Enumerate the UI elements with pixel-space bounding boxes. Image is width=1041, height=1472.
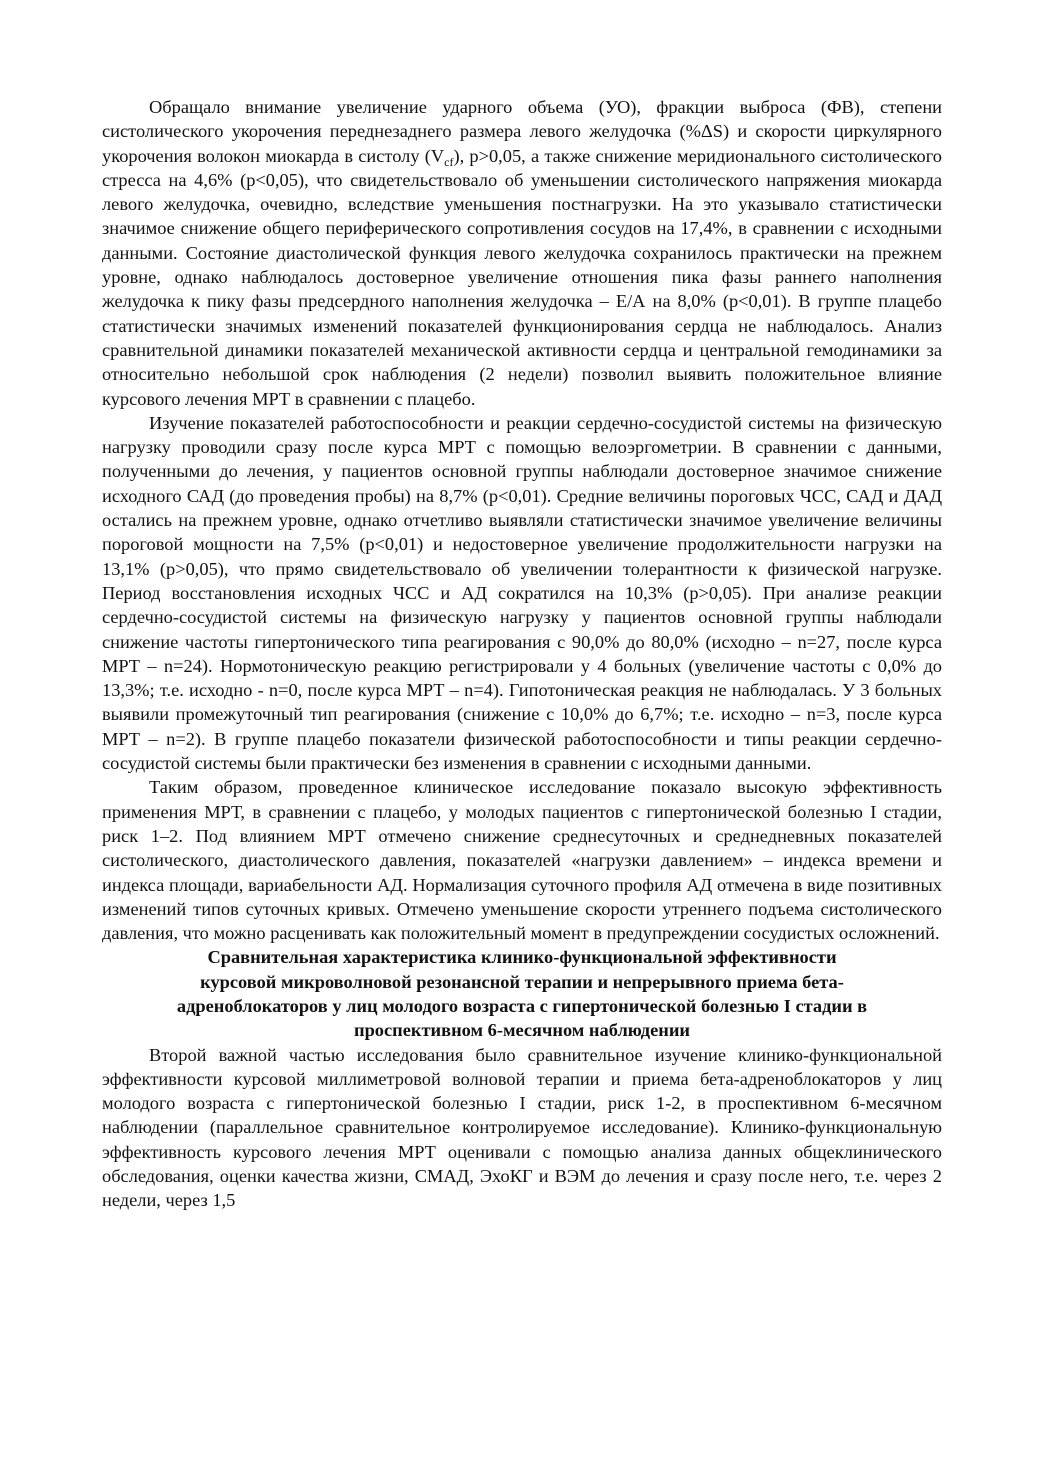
document-page: [102, 95, 942, 1213]
section-heading: Сравнительная характеристика клинико-функциональной эффективности курсовой микроволновой резонансной терапии и непрерывного приема бета-адреноблокаторов у лиц молодого возраста с гипертонической болезнью I стадии в проспективном 6-месячном наблюдении: [176, 947, 868, 1041]
paragraph-study-design: Второй важной частью исследования было сравнительное изучение клинико-функциональной эффективности курсовой миллиметровой волновой терапии и приема бета-адреноблокаторов у лиц молодого возраста с гипертонической болезнью I стадии, риск 1-2, в проспективном 6-месячном наблюдении (параллельное сравнительное контролируемое исследование). Клинико-функциональную эффективность курсового лечения МРТ оценивали с помощью анализа данных общеклинического обследования, оценки качества жизни, СМАД, ЭхоКГ и ВЭМ до лечения и сразу после него, т.е. через 2 недели, через 1,5: [102, 1044, 942, 1211]
paragraph-text-start: Обращало внимание увеличение ударного объема (УО), фракции выброса (ФВ), степени систолического укорочения переднезаднего размера левого желудочка (%ΔS) и скорости циркулярного укорочения волокон миокарда в систолу (: [102, 97, 942, 166]
paragraph-text-end: ), p>0,05, а также снижение меридионального систолического стресса на 4,6% (р<0,05), что свидетельствовало об уменьшении систолического напряжения миокарда левого желудочка, очевидно, вследствие уменьшения постнагрузки. На это указывало статистически значимое снижение общего периферического сопротивления сосудов на 17,4%, в сравнении с исходными данными. Состояние диастолической функция левого желудочка сохранилось практически на прежнем уровне, однако наблюдалось достоверное увеличение отношения пика фазы раннего наполнения желудочка к пику фазы предсердного наполнения желудочка – Е/А на 8,0% (р<0,01). В группе плацебо статистически значимых изменений показателей функционирования сердца не наблюдалось. Анализ сравнительной динамики показателей механической активности сердца и центральной гемодинамики за относительно небольшой срок наблюдения (2 недели) позволил выявить положительное влияние курсового лечения МРТ в сравнении с плацебо.: [102, 145, 942, 409]
vcf-symbol-main: V: [430, 145, 445, 166]
vcf-symbol: [430, 145, 454, 169]
paragraph-exercise-test: Изучение показателей работоспособности и реакции сердечно-сосудистой системы на физическую нагрузку проводили сразу после курса МРТ с помощью велоэргометрии. В сравнении с данными, полученными до лечения, у пациентов основной группы наблюдали достоверное значимое снижение исходного САД (до проведения пробы) на 8,7% (р<0,01). Средние величины пороговых ЧСС, САД и ДАД остались на прежнем уровне, однако отчетливо выявляли статистически значимое увеличение величины пороговой мощности на 7,5% (р<0,01) и недостоверное увеличение продолжительности нагрузки на 13,1% (р>0,05), что прямо свидетельствовало об увеличении толерантности к физической нагрузке. Период восстановления исходных ЧСС и АД сократился на 10,3% (р>0,05). При анализе реакции сердечно-сосудистой системы на физическую нагрузку у пациентов основной группы наблюдали снижение частоты гипертонического типа реагирования с 90,0% до 80,0% (исходно – n=27, после курса МРТ – n=24). Нормотоническую реакцию регистрировали у 4 больных (увеличение частоты с 0,0% до 13,3%; т.е. исходно - n=0, после курса МРТ – n=4). Гипотоническая реакция не наблюдалась. У 3 больных выявили промежуточный тип реагирования (снижение с 10,0% до 6,7%; т.е. исходно – n=3, после курса МРТ – n=2). В группе плацебо показатели физической работоспособности и типы реакции сердечно-сосудистой системы были практически без изменения в сравнении с исходными данными.: [102, 412, 942, 774]
paragraph-conclusion: Таким образом, проведенное клиническое исследование показало высокую эффективность применения МРТ, в сравнении с плацебо, у молодых пациентов с гипертонической болезнью I стадии, риск 1–2. Под влиянием МРТ отмечено снижение среднесуточных и среднедневных показателей систолического, диастолического давления, показателей «нагрузки давлением» – индекса времени и индекса площади, вариабельности АД. Нормализация суточного профиля АД отмечена в виде позитивных изменений типов суточных кривых. Отмечено уменьшение скорости утреннего подъема систолического давления, что можно расценивать как положительный момент в предупреждении сосудистых осложнений.: [102, 777, 942, 944]
paragraph-hemodynamics: [102, 95, 942, 411]
vcf-symbol-subscript: cf: [444, 154, 454, 169]
